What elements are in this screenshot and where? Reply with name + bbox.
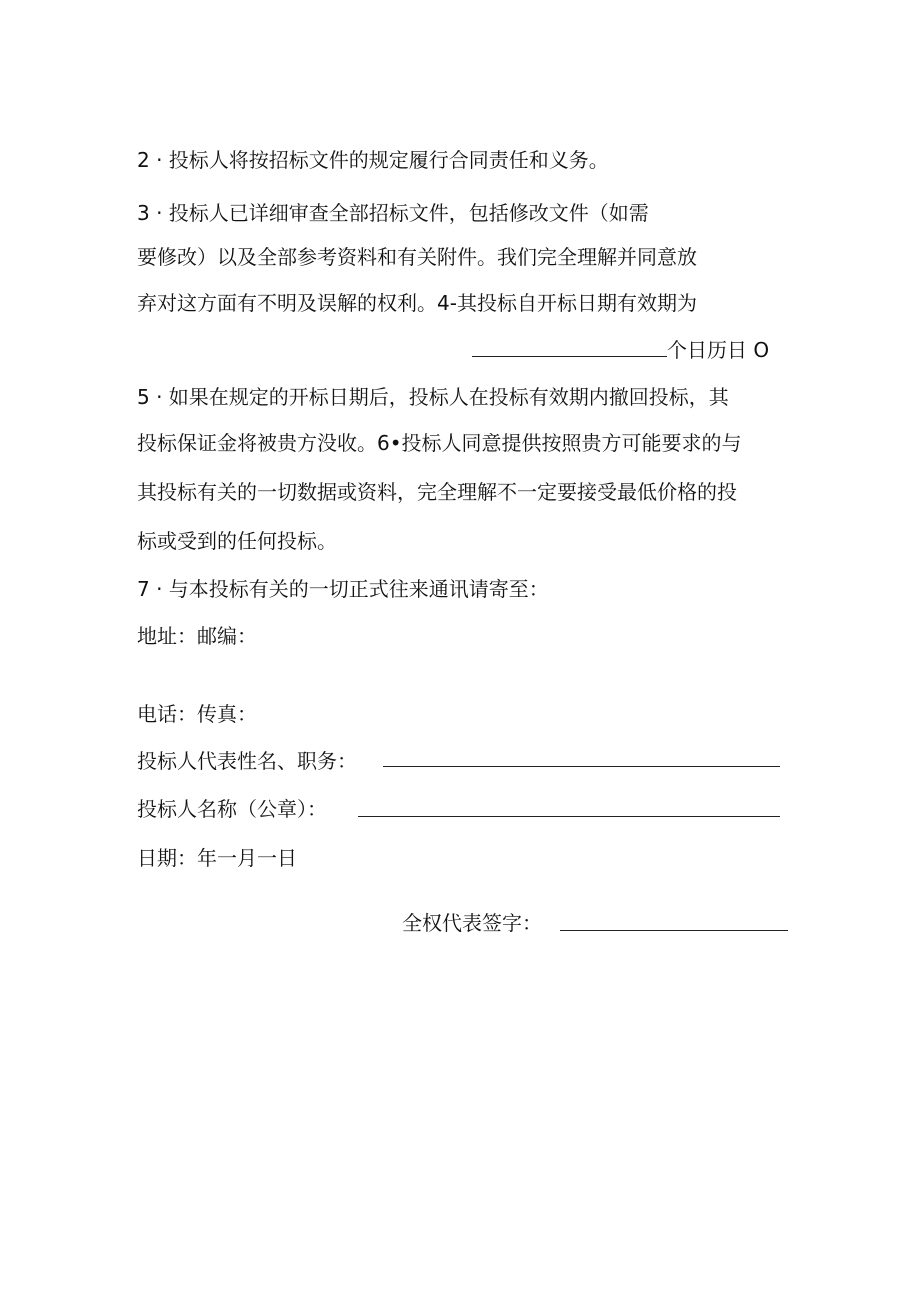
clause-7: 7 · 与本投标有关的一切正式往来通讯请寄至： [137,577,549,601]
phone-fax-label: 电话：传真： [137,702,257,726]
bidder-name-blank[interactable] [358,796,780,817]
validity-days-blank[interactable] [472,336,667,357]
clause-2: 2 · 投标人将按招标文件的规定履行合同责任和义务。 [137,148,609,172]
validity-days-suffix: 个日历日 O [667,338,770,362]
address-postcode-label: 地址：邮编： [137,624,257,648]
clause-4-validity [472,336,769,364]
signature-label: 全权代表签字： [402,911,542,935]
bidder-name-row [137,795,327,823]
clause-5-line-1: 5 · 如果在规定的开标日期后，投标人在投标有效期内撤回投标，其 [137,385,729,409]
bidder-name-label: 投标人名称（公章）： [137,797,327,821]
representative-row [137,747,357,775]
clause-5-line-3: 其投标有关的一切数据或资料，完全理解不一定要接受最低价格的投 [137,480,737,504]
representative-label: 投标人代表性名、职务： [137,749,357,773]
signature-row [402,909,542,937]
date-line: 日期：年一月一日 [137,846,297,870]
clause-5-line-4: 标或受到的任何投标。 [137,529,337,553]
clause-3-line-1: 3 · 投标人已详细审查全部招标文件，包括修改文件（如需 [137,201,649,225]
clause-5-line-2: 投标保证金将被贵方没收。6•投标人同意提供按照贵方可能要求的与 [137,431,742,455]
signature-blank[interactable] [560,910,788,931]
clause-3-line-3: 弃对这方面有不明及误解的权利。4-其投标自开标日期有效期为 [137,291,697,315]
clause-3-line-2: 要修改）以及全部参考资料和有关附件。我们完全理解并同意放 [137,245,697,269]
representative-blank[interactable] [383,746,780,767]
